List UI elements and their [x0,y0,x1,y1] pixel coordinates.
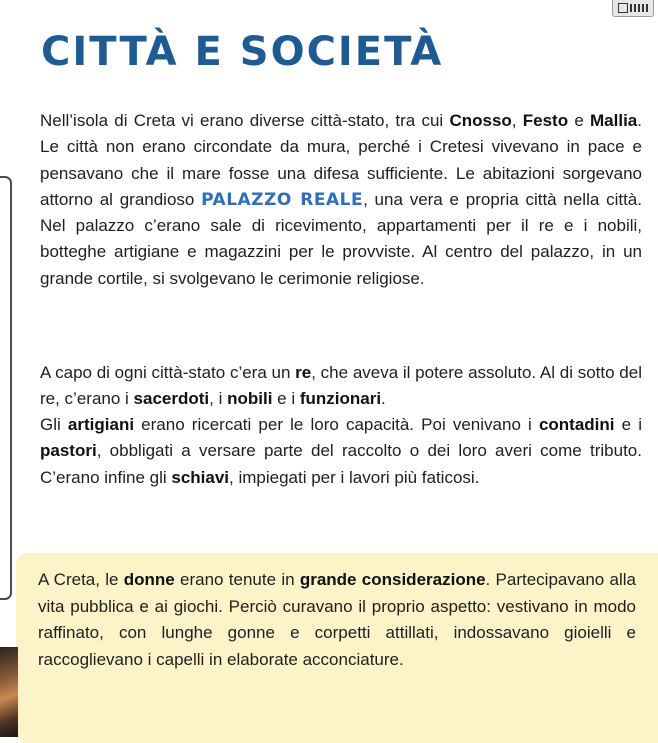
paragraph-cities: Nell’isola di Creta vi erano diverse città-stato, tra cui Cnosso, Festo e Mallia. Le città non erano circondate da mura, perché i Cretesi vivevano in pace e pensavano che il mare fosse una difesa sufficiente. Le abitazioni sorgevano attorno al grandioso PALAZZO REALE, una vera e propria città nella città. Nel palazzo c’erano sale di ricevimento, appartamenti per il re e i nobili, botteghe artigiane e magazzini per le provviste. Al centro del palazzo, in un grande cortile, si svolgevano le cerimonie religiose. [40,111,642,288]
paragraph-women: A Creta, le donne erano tenute in grande considerazione. Partecipavano alla vita pubblica e ai giochi. Perciò curavano il proprio aspetto: vestivano in modo raffinato, con lunghe gonne e corpetti attillati, indossavano gioielli e raccoglievano i capelli in elaborate acconciature. [38,570,636,669]
palazzo-reale-keyword: PALAZZO REALE [201,189,364,210]
paragraph-king: A capo di ogni città-stato c’era un re, che aveva il potere assoluto. Al di sotto del re, c’erano i sacerdoti, i nobili e i funzionari. [40,363,642,409]
left-margin-bracket [0,176,12,600]
page-title: CITTÀ E SOCIETÀ [41,29,444,75]
women-info-box [16,553,658,743]
photo-fragment [0,647,18,737]
paragraph-social-classes: Gli artigiani erano ricercati per le loro capacità. Poi venivano i contadini e i pastori, obbligati a versare parte del raccolto o dei loro averi come tributo. C’erano infine gli schiavi, impiegati per i lavori più faticosi. [40,415,643,487]
qr-code-icon [612,0,654,17]
